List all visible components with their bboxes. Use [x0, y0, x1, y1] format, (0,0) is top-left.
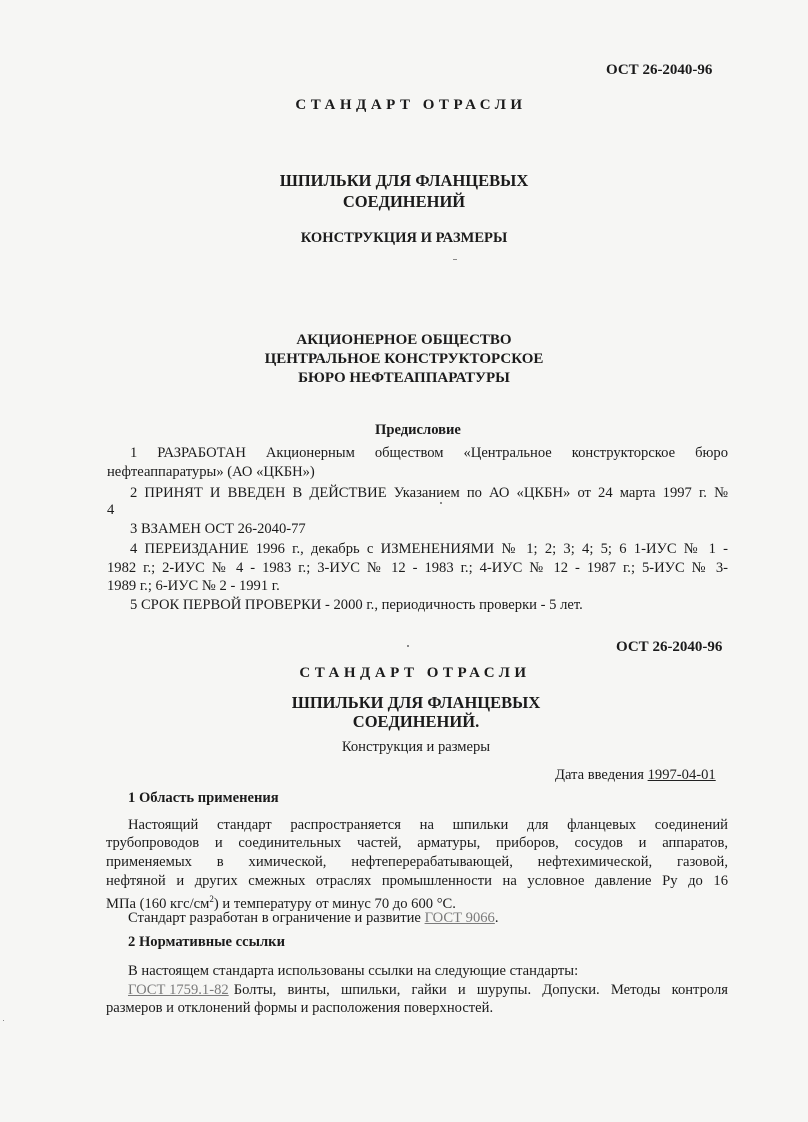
foreword-item-3: 3 ВЗАМЕН ОСТ 26-2040-77: [130, 521, 306, 537]
superscript-2: 2: [209, 894, 214, 904]
section-1-line-3: применяемых в химической, нефтеперерабатывающей, нефтехимической, газовой,: [106, 854, 728, 870]
development-text: Стандарт разработан в ограничение и развитие: [128, 910, 421, 926]
title-line-2: СОЕДИНЕНИЙ: [342, 192, 466, 211]
section-1-line-4: нефтяной и других смежных отраслях промышленности на условное давление Ру до 16: [106, 873, 728, 889]
date-label: Дата введения: [555, 767, 644, 783]
section-1-line-1: Настоящий стандарт распространяется на шпильки для фланцевых соединений: [128, 817, 728, 833]
subtitle-2: Конструкция и размеры: [341, 739, 491, 755]
foreword-item-1-line-1: 1 РАЗРАБОТАН Акционерным обществом «Центральное конструкторское бюро: [130, 445, 728, 461]
gost-1759-link[interactable]: ГОСТ 1759.1-82: [128, 982, 229, 998]
foreword-item-2-line-2: 4: [107, 502, 115, 518]
period: .: [494, 910, 499, 926]
foreword-item-5: 5 СРОК ПЕРВОЙ ПРОВЕРКИ - 2000 г., периодичность проверки - 5 лет.: [130, 597, 583, 613]
foreword-item-4-line-3: 1989 г.; 6-ИУС № 2 - 1991 г.: [107, 578, 280, 594]
doc-code: ОСТ 26-2040-96: [606, 62, 713, 78]
title-line-1: ШПИЛЬКИ ДЛЯ ФЛАНЦЕВЫХ: [279, 171, 529, 190]
subtitle: КОНСТРУКЦИЯ И РАЗМЕРЫ: [300, 230, 508, 246]
section-2-line-2: [128, 981, 728, 1000]
scan-speck: [407, 645, 409, 647]
scan-speck: [453, 259, 457, 260]
gost-9066-link[interactable]: ГОСТ 9066: [424, 910, 495, 926]
foreword-item-4-line-1: 4 ПЕРЕИЗДАНИЕ 1996 г., декабрь с ИЗМЕНЕНИЯМИ № 1; 2; 3; 4; 5; 6 1-ИУС № 1 -: [130, 541, 728, 557]
section-2-line-1: В настоящем стандарта использованы ссылки на следующие стандарты:: [128, 963, 579, 979]
foreword-item-4-line-2: 1982 г.; 2-ИУС № 4 - 1983 г.; 3-ИУС № 12 - 1983 г.; 4-ИУС № 12 - 1987 г.; 5-ИУС № 3-: [107, 560, 728, 576]
gost-1759-description: Болты, винты, шпильки, гайки и шурупы. Допуски. Методы контроля: [233, 982, 728, 998]
pressure-text: МПа (160 кгс/см: [106, 895, 210, 912]
doc-code-2: ОСТ 26-2040-96: [616, 639, 723, 655]
org-line-2: ЦЕНТРАЛЬНОЕ КОНСТРУКТОРСКОЕ: [264, 351, 544, 367]
scan-speck: [440, 502, 442, 504]
title-2-line-2: СОЕДИНЕНИЙ.: [352, 712, 480, 731]
scan-speck: [3, 1020, 4, 1021]
org-line-3: БЮРО НЕФТЕАППАРАТУРЫ: [298, 370, 510, 386]
title-2-line-1: ШПИЛЬКИ ДЛЯ ФЛАНЦЕВЫХ: [291, 693, 541, 712]
section-2-heading: 2 Нормативные ссылки: [128, 934, 285, 950]
temperature-text: ) и температуру от минус 70 до 600 °С.: [213, 895, 456, 912]
date-value: 1997-04-01: [647, 767, 716, 783]
section-1-line-6: [128, 909, 499, 928]
section-1-line-2: трубопроводов и соединительных частей, арматуры, приборов, сосудов и аппаратов,: [106, 835, 728, 851]
section-2-line-3: размеров и отклонений формы и расположения поверхностей.: [106, 1000, 494, 1016]
foreword-heading: Предисловие: [375, 422, 461, 438]
foreword-item-1-line-2: нефтеаппаратуры» (АО «ЦКБН»): [107, 464, 315, 480]
introduction-date: [555, 766, 716, 785]
standard-header-2: СТАНДАРТ ОТРАСЛИ: [299, 665, 531, 681]
standard-header: СТАНДАРТ ОТРАСЛИ: [295, 97, 527, 113]
org-line-1: АКЦИОНЕРНОЕ ОБЩЕСТВО: [296, 332, 512, 348]
foreword-item-2-line-1: 2 ПРИНЯТ И ВВЕДЕН В ДЕЙСТВИЕ Указанием по АО «ЦКБН» от 24 марта 1997 г. №: [130, 485, 728, 501]
section-1-heading: 1 Область применения: [128, 790, 279, 806]
